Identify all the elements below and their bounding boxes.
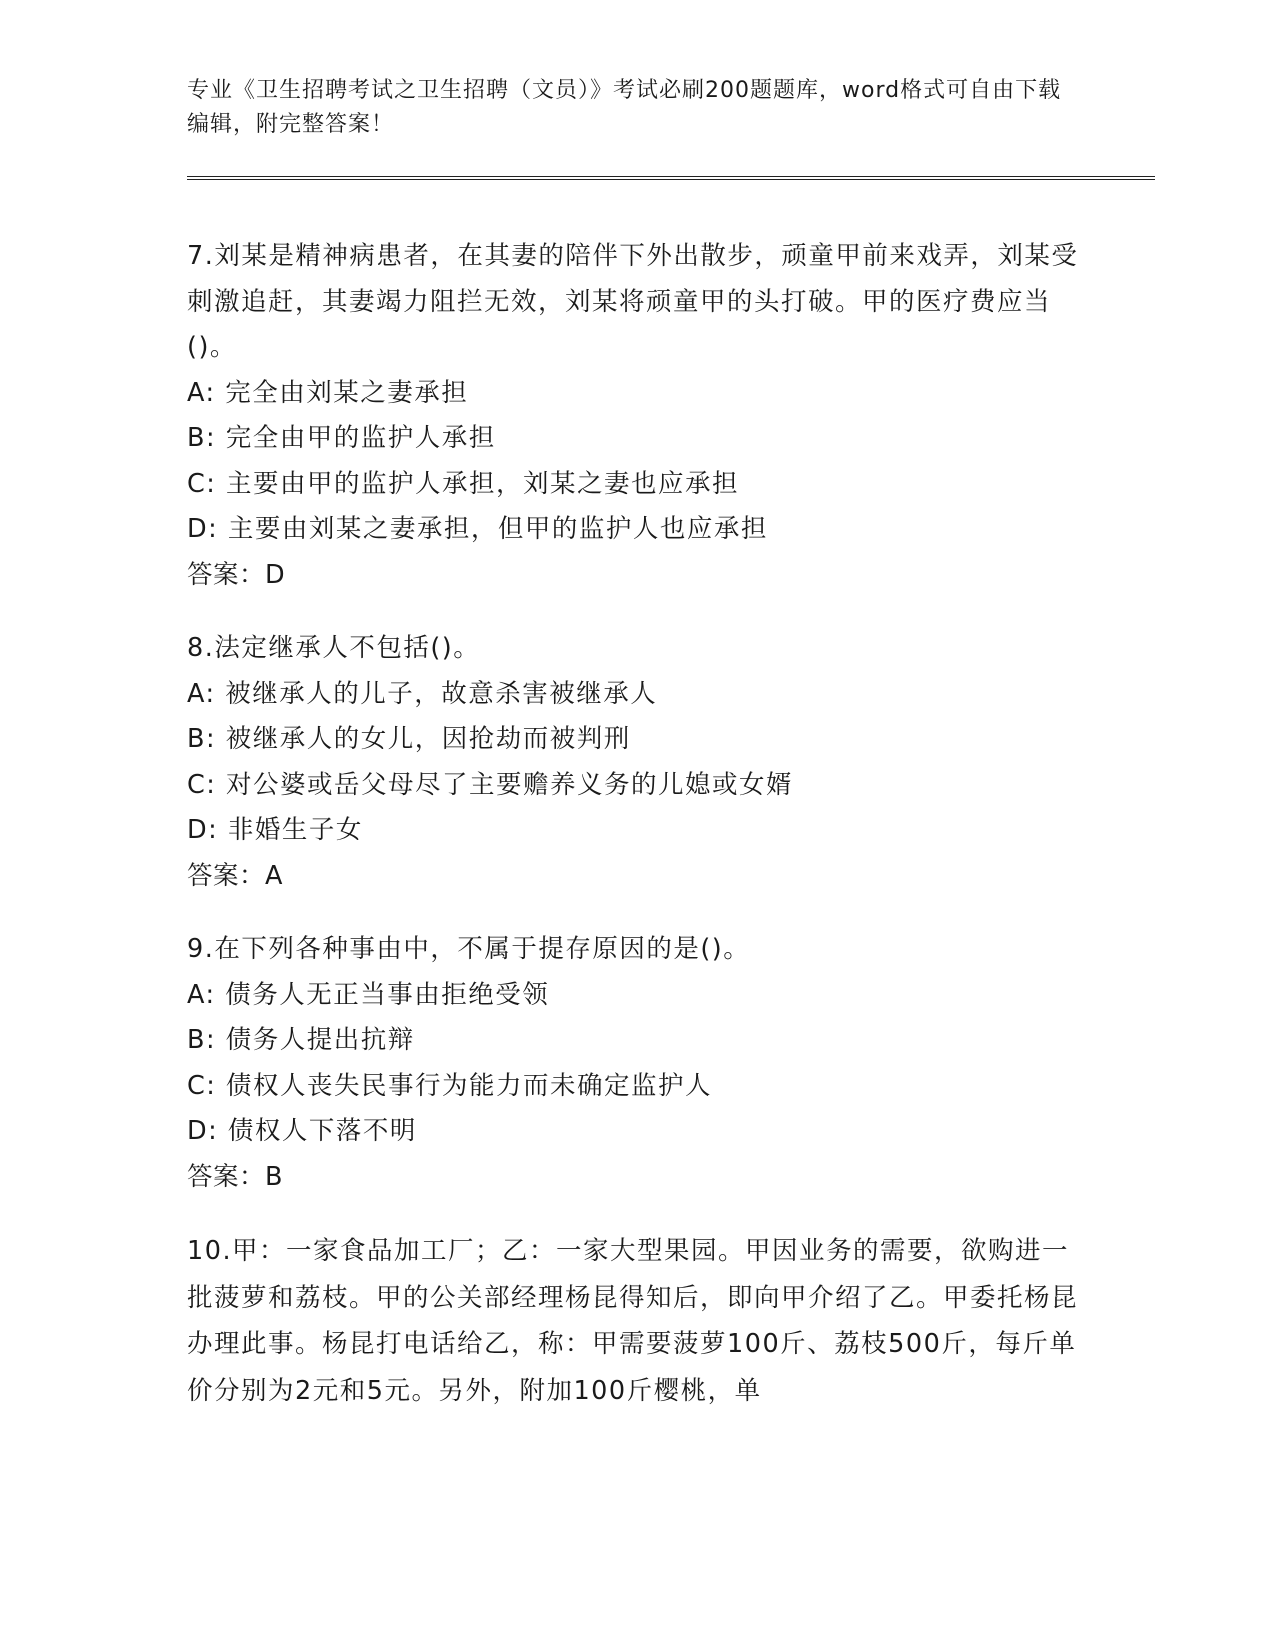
answer: 答案：A	[187, 860, 283, 891]
option-c: C: 主要由甲的监护人承担，刘某之妻也应承担	[187, 468, 740, 499]
question-stem: 9.在下列各种事由中，不属于提存原因的是()。	[187, 934, 751, 964]
question-stem: 8.法定继承人不包括()。	[187, 633, 481, 663]
option-d: D: 债权人下落不明	[187, 1116, 417, 1146]
option-d: D: 主要由刘某之妻承担，但甲的监护人也应承担	[187, 514, 768, 544]
answer: 答案：B	[187, 1161, 283, 1192]
option-c: C: 对公婆或岳父母尽了主要赡养义务的儿媳或女婿	[187, 769, 794, 800]
option-b: B: 被继承人的女儿，因抢劫而被判刑	[187, 724, 631, 754]
option-b: B: 债务人提出抗辩	[187, 1025, 415, 1055]
question-9	[187, 927, 1087, 1200]
option-a: A: 债务人无正当事由拒绝受领	[187, 979, 550, 1010]
question-stem: 7.刘某是精神病患者，在其妻的陪伴下外出散步，顽童甲前来戏弄，刘某受刺激追赶，其妻竭力阻拦无效，刘某将顽童甲的头打破。甲的医疗费应当()。	[187, 241, 1079, 362]
question-list	[187, 234, 1087, 1442]
option-c: C: 债权人丧失民事行为能力而未确定监护人	[187, 1070, 713, 1101]
question-7	[187, 234, 1087, 598]
option-b: B: 完全由甲的监护人承担	[187, 423, 496, 453]
question-10	[187, 1228, 1087, 1414]
option-a: A: 被继承人的儿子，故意杀害被继承人	[187, 678, 658, 709]
question-stem: 10.甲：一家食品加工厂；乙：一家大型果园。甲因业务的需要，欲购进一批菠萝和荔枝。甲的公关部经理杨昆得知后，即向甲介绍了乙。甲委托杨昆办理此事。杨昆打电话给乙，称：甲需要菠萝100斤、荔枝500斤，每斤单价分别为2元和5元。另外，附加100斤樱桃，单	[187, 1236, 1079, 1406]
question-8	[187, 626, 1087, 899]
option-d: D: 非婚生子女	[187, 815, 363, 845]
document-header	[187, 74, 1067, 142]
answer: 答案：D	[187, 559, 286, 590]
option-a: A: 完全由刘某之妻承担	[187, 377, 469, 408]
header-text: 专业《卫生招聘考试之卫生招聘（文员）》考试必刷200题题库，word格式可自由下载编辑，附完整答案！	[187, 78, 1062, 137]
header-double-rule	[187, 176, 1155, 180]
